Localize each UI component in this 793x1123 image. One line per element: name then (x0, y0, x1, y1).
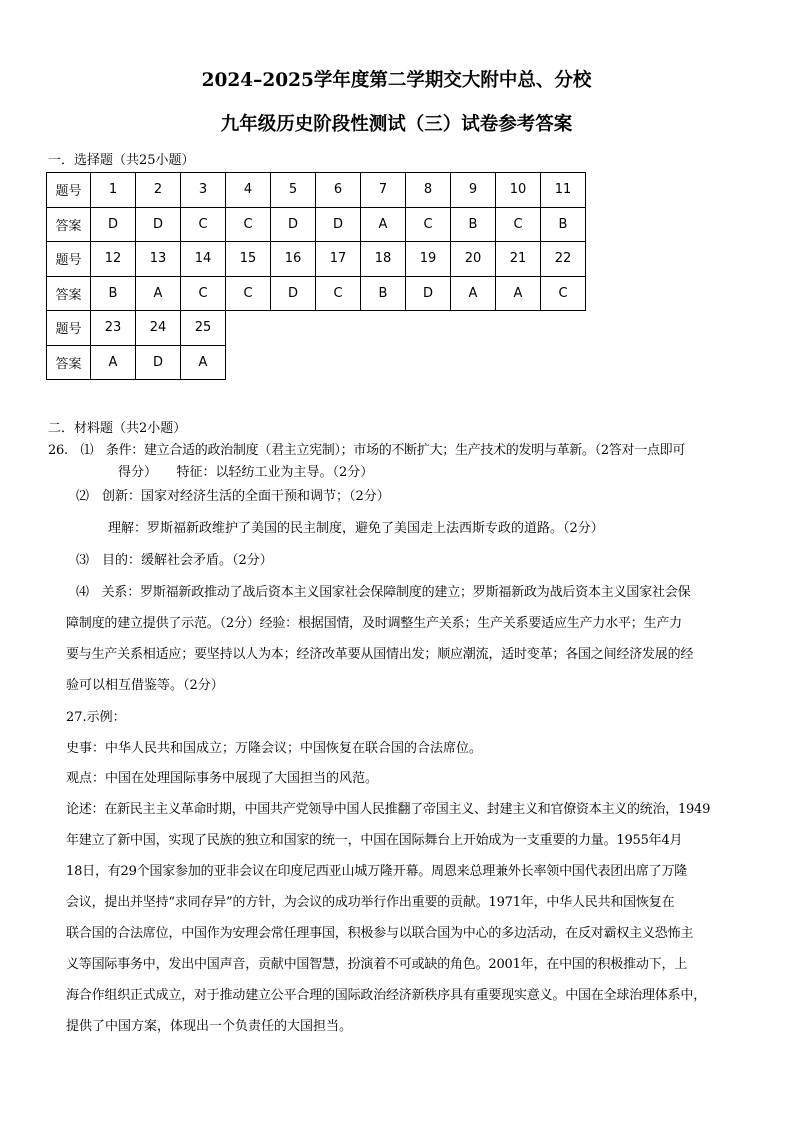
empty-cell (406, 345, 451, 380)
question-number-cell: 11 (541, 173, 586, 208)
q27-line-7: 会议，提出并坚持“求同存异”的方针，为会议的成功举行作出重要的贡献。1971年，中华人民共和国恢复在 (66, 895, 675, 910)
q27-line-5: 年建立了新中国，实现了民族的独立和国家的统一，中国在国际舞台上开始成为一支重要的力量。1955年4月 (66, 833, 683, 848)
q26-line-2: 得分） 特征：以轻纺工业为主导。（2分） (118, 465, 374, 480)
q27-line-4: 论述：在新民主主义革命时期，中国共产党领导中国人民推翻了帝国主义、封建主义和官僚资本主义的统治，1949 (66, 802, 711, 817)
empty-cell (226, 311, 271, 346)
question-number-cell: 25 (181, 311, 226, 346)
empty-cell (316, 311, 361, 346)
question-label-cell: 题号 (47, 173, 91, 208)
title-line-1: 2024–2025学年度第二学期交大附中总、分校 (201, 70, 592, 91)
table-answer-row (47, 345, 586, 380)
answer-cell: D (271, 207, 316, 242)
answer-cell: B (361, 276, 406, 311)
q26-line-7: 障制度的建立提供了示范。（2分）经验：根据国情，及时调整生产关系；生产关系要适应生产力水平；生产力 (66, 616, 682, 631)
q26-line-5: ⑶ 目的：缓解社会矛盾。（2分） (76, 553, 273, 568)
empty-cell (361, 345, 406, 380)
question-number-cell: 12 (91, 242, 136, 277)
question-number-cell: 6 (316, 173, 361, 208)
answer-label-cell: 答案 (47, 345, 91, 380)
answer-cell: D (91, 207, 136, 242)
section-1-heading: 一．选择题（共25小题） (48, 153, 195, 168)
q27-line-3: 观点：中国在处理国际事务中展现了大国担当的风范。 (66, 771, 379, 786)
question-number-cell: 14 (181, 242, 226, 277)
question-number-cell: 21 (496, 242, 541, 277)
question-label-cell: 题号 (47, 311, 91, 346)
answer-cell: C (316, 276, 361, 311)
question-label-cell: 题号 (47, 242, 91, 277)
q27-line-11: 提供了中国方案，体现出一个负责任的大国担当。 (66, 1019, 353, 1034)
q26-line-3: ⑵ 创新：国家对经济生活的全面干预和调节；（2分） (76, 489, 390, 504)
answer-cell: A (451, 276, 496, 311)
answer-label-cell: 答案 (47, 207, 91, 242)
section-2-heading: 二．材料题（共2小题） (48, 421, 187, 436)
table-question-row (47, 242, 586, 277)
q26-line-9: 验可以相互借鉴等。（2分） (66, 678, 224, 693)
answer-cell: C (181, 207, 226, 242)
empty-cell (226, 345, 271, 380)
q27-line-9: 义等国际事务中，发出中国声音，贡献中国智慧，扮演着不可或缺的角色。2001年，在中国的积极推动下，上 (66, 957, 688, 972)
question-number-cell: 17 (316, 242, 361, 277)
table-answer-row (47, 276, 586, 311)
question-number-cell: 15 (226, 242, 271, 277)
question-number-cell: 19 (406, 242, 451, 277)
empty-cell (271, 345, 316, 380)
answer-cell: B (541, 207, 586, 242)
empty-cell (451, 311, 496, 346)
answer-cell: D (316, 207, 361, 242)
answer-cell: C (226, 207, 271, 242)
empty-cell (361, 311, 406, 346)
answer-cell: A (181, 345, 226, 380)
q26-line-1: 26. ⑴ 条件：建立合适的政治制度（君主立宪制）；市场的不断扩大；生产技术的发明与革新。（2答对一点即可 (48, 443, 686, 458)
question-number-cell: 13 (136, 242, 181, 277)
question-number-cell: 1 (91, 173, 136, 208)
title-line-2: 九年级历史阶段性测试（三）试卷参考答案 (220, 114, 573, 135)
question-number-cell: 16 (271, 242, 316, 277)
question-number-cell: 4 (226, 173, 271, 208)
answer-cell: C (541, 276, 586, 311)
answer-cell: A (91, 345, 136, 380)
empty-cell (496, 345, 541, 380)
answer-cell: D (271, 276, 316, 311)
q26-line-6: ⑷ 关系：罗斯福新政推动了战后资本主义国家社会保障制度的建立；罗斯福新政为战后资本主义国家社会保 (76, 585, 691, 600)
question-number-cell: 7 (361, 173, 406, 208)
answer-cell: D (136, 207, 181, 242)
answer-cell: B (91, 276, 136, 311)
empty-cell (316, 345, 361, 380)
empty-cell (541, 311, 586, 346)
question-number-cell: 9 (451, 173, 496, 208)
answer-cell: A (136, 276, 181, 311)
empty-cell (541, 345, 586, 380)
table-answer-row (47, 207, 586, 242)
question-number-cell: 5 (271, 173, 316, 208)
answer-cell: D (136, 345, 181, 380)
q27-line-6: 18日，有29个国家参加的亚非会议在印度尼西亚山城万隆开幕。周恩来总理兼外长率领中国代表团出席了万隆 (66, 864, 688, 879)
q27-line-1: 27.示例： (66, 710, 126, 725)
q27-line-8: 联合国的合法席位，中国作为安理会常任理事国，积极参与以联合国为中心的多边活动，在反对霸权主义恐怖主 (66, 926, 694, 941)
question-number-cell: 22 (541, 242, 586, 277)
q27-line-2: 史事：中华人民共和国成立；万隆会议；中国恢复在联合国的合法席位。 (66, 741, 483, 756)
empty-cell (496, 311, 541, 346)
question-number-cell: 8 (406, 173, 451, 208)
answer-table (46, 172, 586, 380)
question-number-cell: 24 (136, 311, 181, 346)
answer-cell: D (406, 276, 451, 311)
table-question-row (47, 311, 586, 346)
answer-cell: A (361, 207, 406, 242)
answer-cell: C (496, 207, 541, 242)
empty-cell (406, 311, 451, 346)
question-number-cell: 3 (181, 173, 226, 208)
question-number-cell: 20 (451, 242, 496, 277)
q27-line-10: 海合作组织正式成立，对于推动建立公平合理的国际政治经济新秩序具有重要现实意义。中国在全球治理体系中， (66, 988, 707, 1003)
q26-line-4: 理解：罗斯福新政维护了美国的民主制度，避免了美国走上法西斯专政的道路。（2分） (108, 521, 604, 536)
empty-cell (271, 311, 316, 346)
answer-cell: C (181, 276, 226, 311)
question-number-cell: 2 (136, 173, 181, 208)
q26-line-8: 要与生产关系相适应；要坚持以人为本；经济改革要从国情出发；顺应潮流，适时变革；各国之间经济发展的经 (66, 647, 694, 662)
question-number-cell: 23 (91, 311, 136, 346)
answer-cell: A (496, 276, 541, 311)
answer-cell: C (226, 276, 271, 311)
question-number-cell: 10 (496, 173, 541, 208)
empty-cell (451, 345, 496, 380)
answer-label-cell: 答案 (47, 276, 91, 311)
table-question-row (47, 173, 586, 208)
question-number-cell: 18 (361, 242, 406, 277)
answer-cell: B (451, 207, 496, 242)
answer-cell: C (406, 207, 451, 242)
